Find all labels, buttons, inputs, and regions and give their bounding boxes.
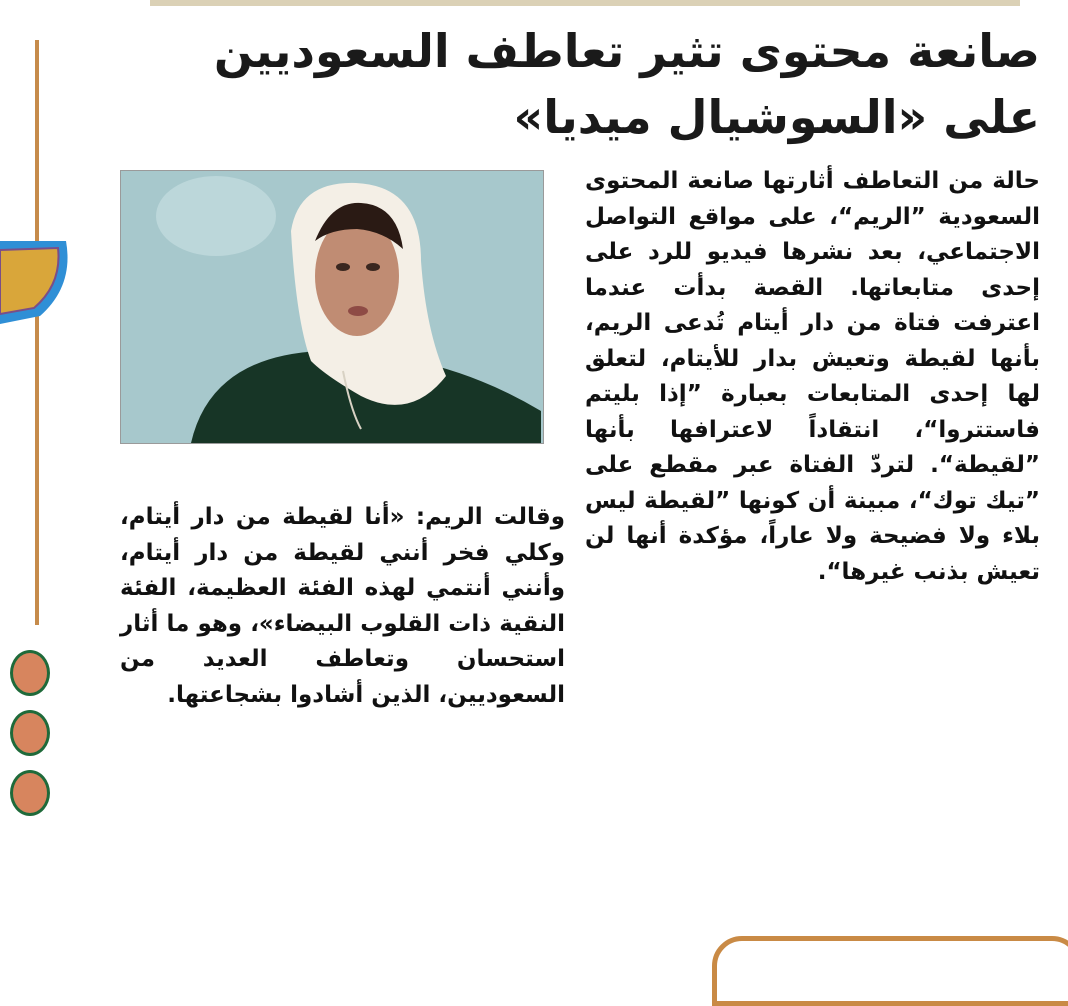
dot-decoration (10, 710, 50, 756)
left-vertical-rule (35, 40, 39, 625)
leaf-ornament-icon (0, 236, 70, 326)
woman-portrait-image (121, 171, 543, 443)
article-headline: صانعة محتوى تثير تعاطف السعوديين على «السوشيال ميديا» (213, 24, 1040, 144)
dot-decoration (10, 770, 50, 816)
decorative-dots (10, 650, 50, 830)
bottom-decorative-tab (712, 936, 1068, 1006)
article-photo (120, 170, 544, 444)
article-body-right-column: حالة من التعاطف أثارتها صانعة المحتوى السعودية ”الريم“، على مواقع التواصل الاجتماعي، بعد نشرها فيديو للرد على إحدى متابعاتها. القصة بدأت عندما اعترفت فتاة من دار أيتام تُدعى الريم، بأنها لقيطة وتعيش بدار للأيتام، لتعلق لها إحدى المتابعات بعبارة ”إذا بليتم فاستتروا“، انتقاداً لاعترافها بأنها ”لقيطة“. لتردّ الفتاة عبر مقطع على ”تيك توك“، مبينة أن كونها ”لقيطة ليس بلاء ولا فضيحة ولا عاراً، مؤكدة أنها لن تعيش بذنب غيرها“. (585, 168, 1040, 585)
article-body-left-column: وقالت الريم: «أنا لقيطة من دار أيتام، وكلي فخر أنني لقيطة من دار أيتام، وأنني أنتمي لهذه الفئة العظيمة، الفئة النقية ذات القلوب البيضاء»، وهو ما أثار استحسان وتعاطف العديد من السعوديين، الذين أشادوا بشجاعتها. (120, 504, 565, 708)
top-decorative-strip (150, 0, 1020, 20)
dot-decoration (10, 650, 50, 696)
